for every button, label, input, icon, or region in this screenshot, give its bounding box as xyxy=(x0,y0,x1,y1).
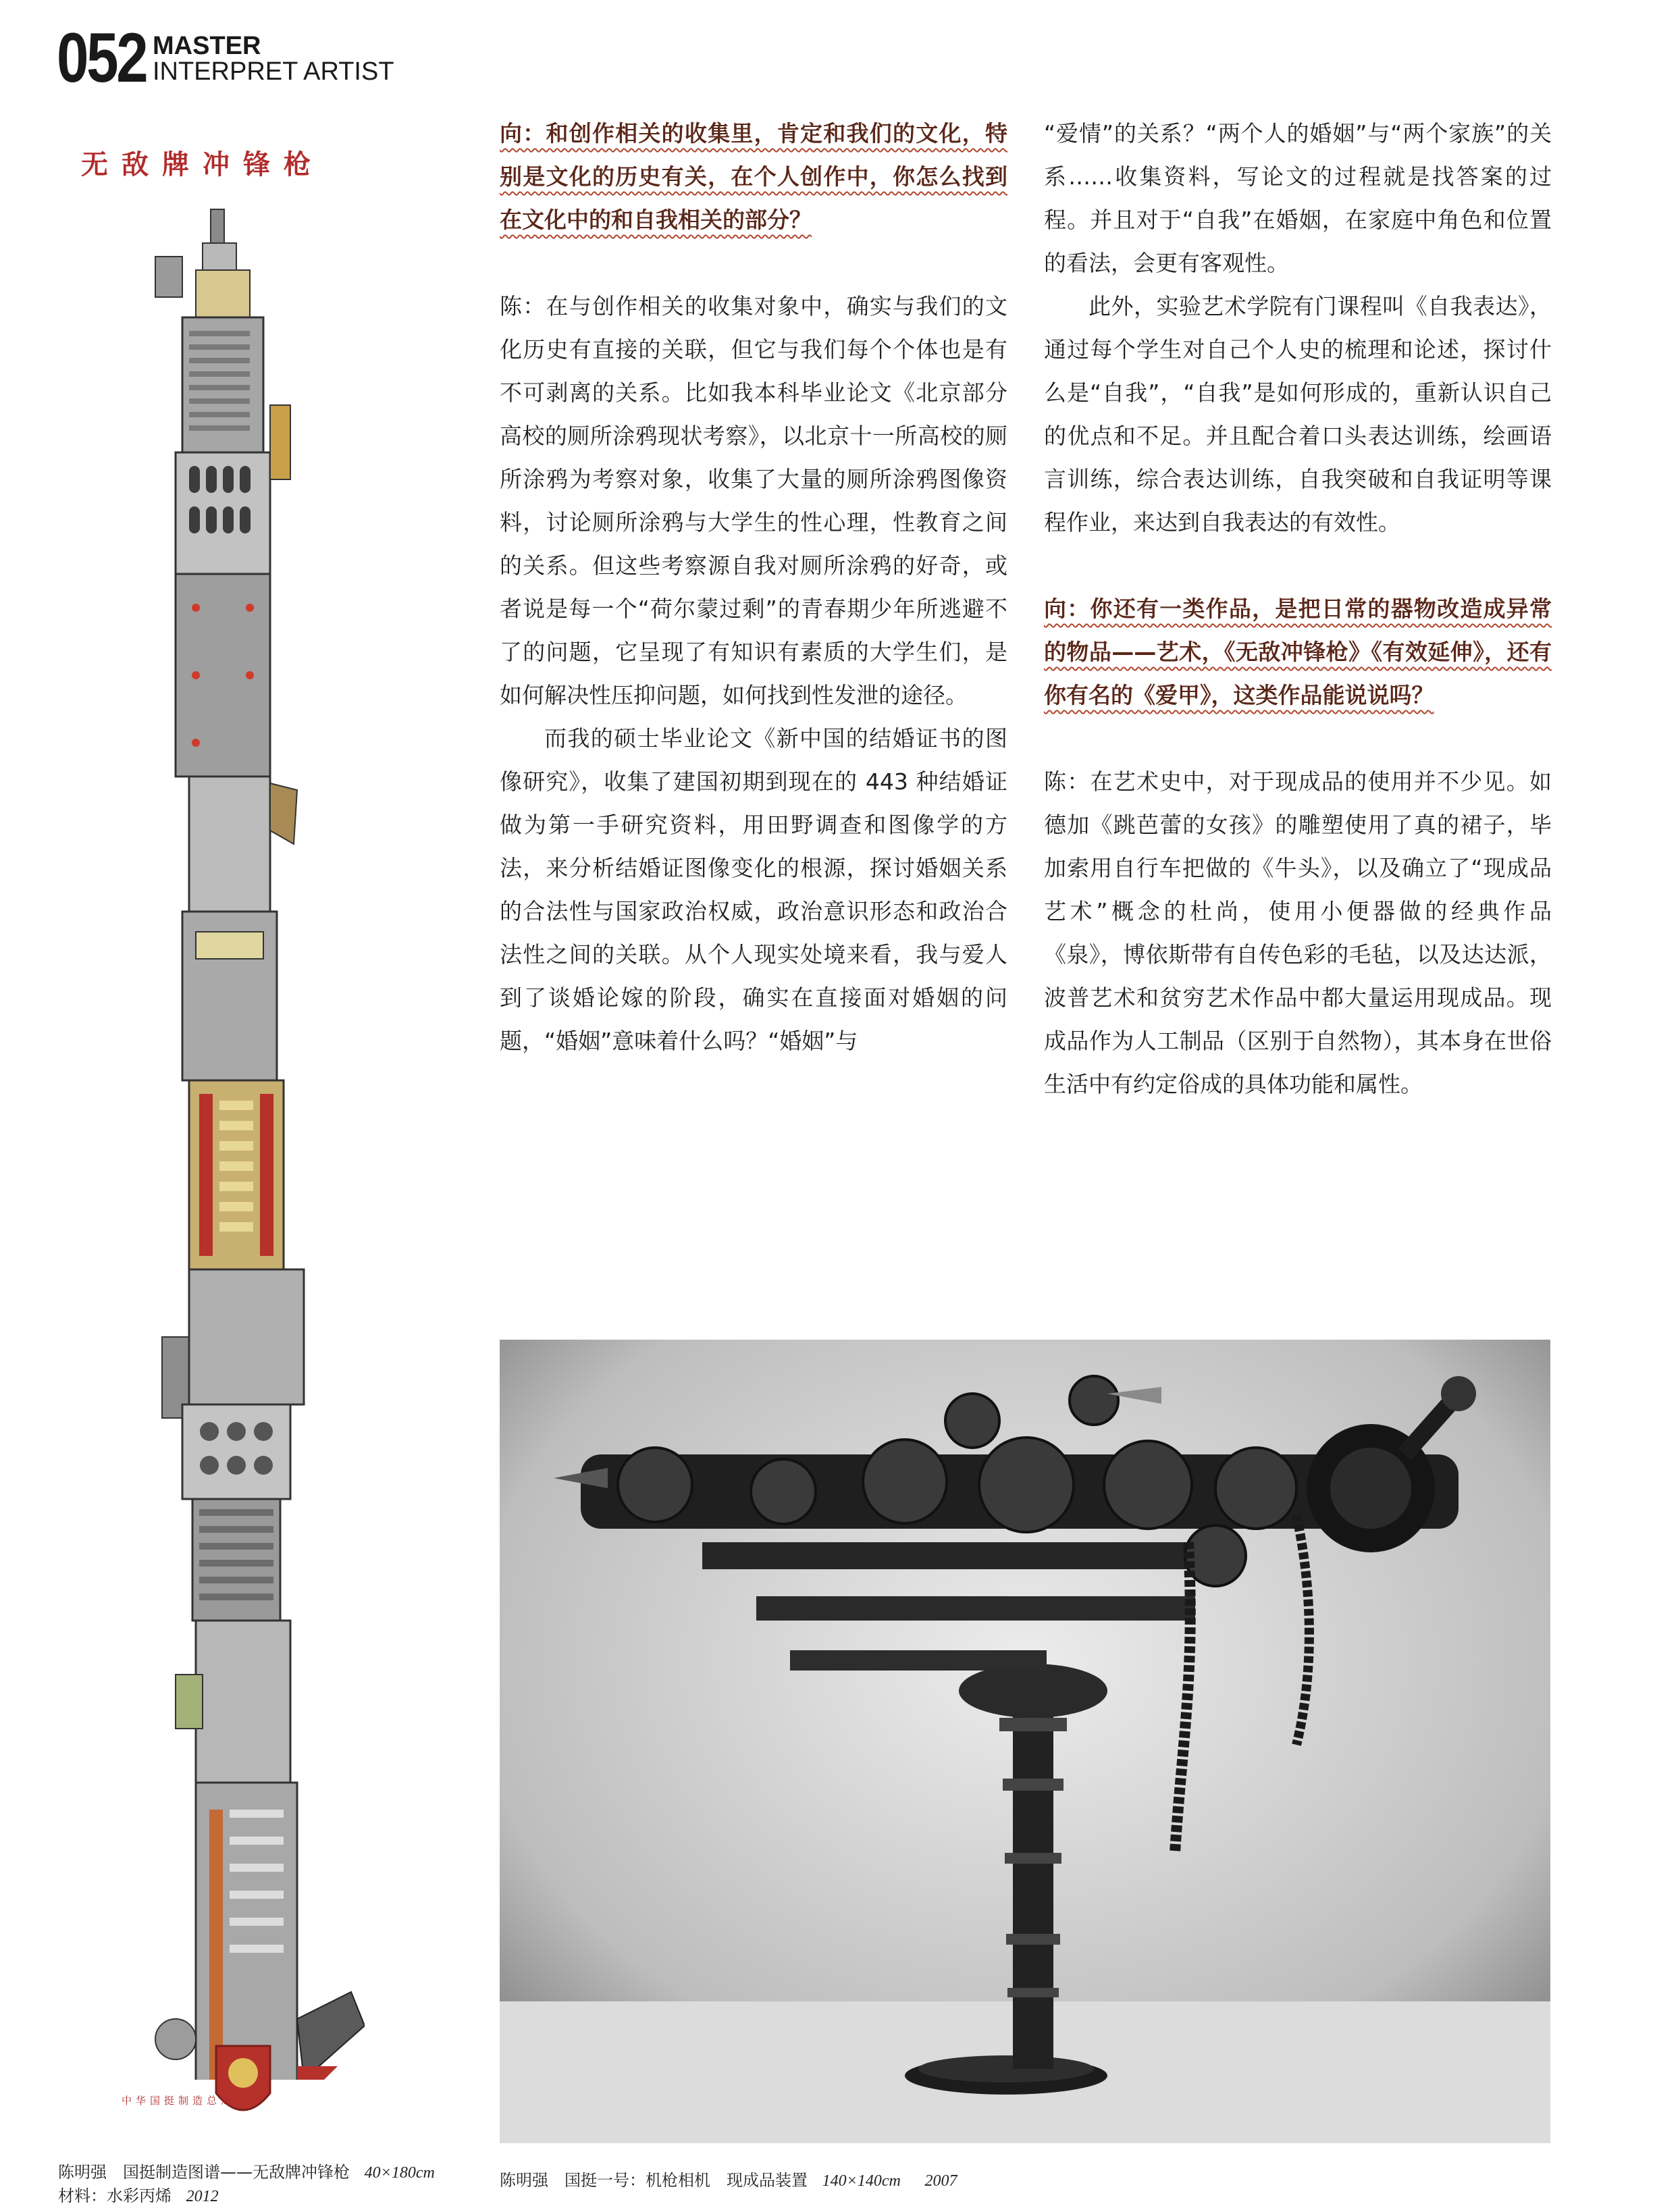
answer-paragraph-1: 陈：在与创作相关的收集对象中，确实与我们的文化历史有直接的关联，但它与我们每个个体也是有不可剥离的关系。比如我本科毕业论文《北京部分高校的厕所涂鸦现状考察》，以北京十一所高校的厕所涂鸦为考察对象，收集了大量的厕所涂鸦图像资料，讨论厕所涂鸦与大学生的性心理，性教育之间的关系。但这些考察源自我对厕所涂鸦的好奇，或者说是每一个“荷尔蒙过剩”的青春期少年所逃避不了的问题，它呈现了有知识有素质的大学生们，是如何解决性压抑问题，如何找到性发泄的途径。 xyxy=(500,293,1007,708)
continued-paragraph-1: “爱情”的关系？“两个人的婚姻”与“两个家族”的关系……收集资料，写论文的过程就是找答案的过程。并且对于“自我”在婚姻，在家庭中角色和位置的看法，会更有客观性。 xyxy=(1044,120,1552,276)
artwork-material: 材料：水彩丙烯 xyxy=(58,2186,172,2205)
machine-gun-camera-sculpture-photo xyxy=(500,1340,1550,2143)
rifle-painting-illustration xyxy=(135,203,365,2080)
artwork-caption-text: 陈明强 国挺制造图谱——无敌牌冲锋枪 xyxy=(58,2163,350,2182)
text-column-2 xyxy=(1044,112,1552,1106)
artwork-caption xyxy=(58,2161,435,2208)
continued-paragraph-2: 此外，实验艺术学院有门课程叫《自我表达》，通过每个学生对自己个人史的梳理和论述，探讨什么是“自我”，“自我”是如何形成的，重新认识自己的优点和不足。并且配合着口头表达训练，绘画语言训练，综合表达训练，自我突破和自我证明等课程作业，来达到自我表达的有效性。 xyxy=(1044,293,1552,535)
artwork-caption-size: 40×180cm xyxy=(364,2164,435,2182)
artwork-title: 无敌牌冲锋枪 xyxy=(81,149,324,180)
artwork-year: 2012 xyxy=(186,2188,219,2205)
interview-question-2: 向：你还有一类作品，是把日常的器物改造成异常的物品——艺术，《无敌冲锋枪》《有效延伸》，还有你有名的《爱甲》，这类作品能说说吗？ xyxy=(1044,596,1552,708)
bureau-label: 中华国挺制造总局 xyxy=(122,2095,236,2107)
photo-caption xyxy=(500,2169,957,2192)
section-title: MASTER xyxy=(153,32,261,60)
answer-paragraph-2: 而我的硕士毕业论文《新中国的结婚证书的图像研究》，收集了建国初期到现在的 443 种结婚证做为第一手研究资料，用田野调查和图像学的方法，来分析结婚证图像变化的根源，探讨婚姻关系的合法性与国家政治权威，政治意识形态和政治合法性之间的关联。从个人现实处境来看，我与爱人到了谈婚论嫁的阶段，确实在直接面对婚姻的问题，“婚姻”意味着什么吗？“婚姻”与 xyxy=(500,725,1007,1054)
page-number: 052 xyxy=(57,19,147,97)
section-subtitle: INTERPRET ARTIST xyxy=(153,57,394,86)
emblem-icon xyxy=(203,2032,284,2134)
photo-caption-size: 140×140cm xyxy=(822,2172,901,2190)
text-column-1 xyxy=(500,112,1007,1063)
photo-caption-text: 陈明强 国挺一号：机枪相机 现成品装置 xyxy=(500,2171,808,2190)
photo-caption-year: 2007 xyxy=(924,2172,957,2190)
interview-question-1: 向：和创作相关的收集里，肯定和我们的文化，特别是文化的历史有关，在个人创作中，你怎么找到在文化中的和自我相关的部分？ xyxy=(500,120,1007,233)
answer-paragraph-3: 陈：在艺术史中，对于现成品的使用并不少见。如德加《跳芭蕾的女孩》的雕塑使用了真的裙子，毕加索用自行车把做的《牛头》，以及确立了“现成品艺术”概念的杜尚，使用小便器做的经典作品《泉》，博依斯带有自传色彩的毛毡，以及达达派，波普艺术和贫穷艺术作品中都大量运用现成品。现成品作为人工制品（区别于自然物），其本身在世俗生活中有约定俗成的具体功能和属性。 xyxy=(1044,768,1552,1097)
